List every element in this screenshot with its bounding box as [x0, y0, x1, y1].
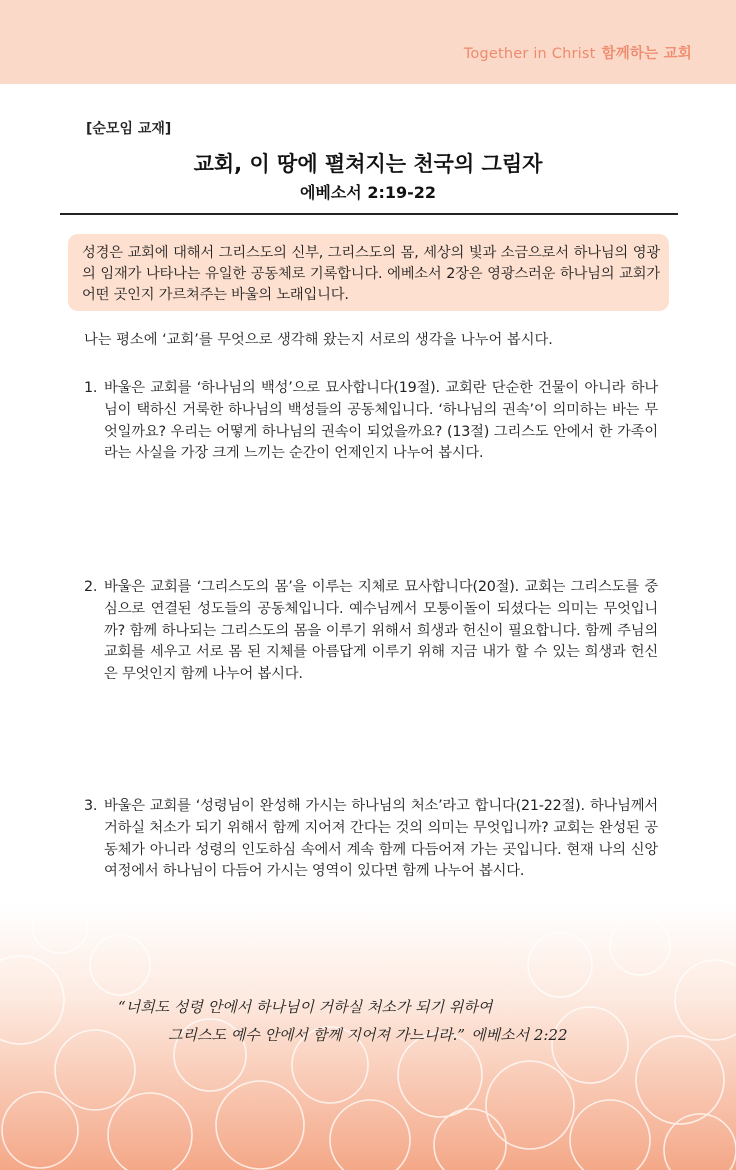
- material-tag: [순모임 교재]: [86, 121, 172, 137]
- question-2: [84, 577, 658, 686]
- brand-english: Together in Christ: [463, 46, 596, 62]
- opening-question: 나는 평소에 ‘교회’를 무엇으로 생각해 왔는지 서로의 생각을 나누어 봅시다.: [84, 332, 553, 348]
- verse-line-1: “너희도 성령 안에서 하나님이 거하실 처소가 되기 위하여: [118, 998, 493, 1016]
- question-number: 2.: [84, 579, 98, 595]
- brand-korean: 함께하는 교회: [601, 46, 692, 62]
- verse-reference: 에베소서 2:22: [471, 1026, 568, 1044]
- question-text: 바울은 교회를 ‘그리스도의 몸’을 이루는 지체로 묘사합니다(20절). 교회는 그리스도를 중심으로 연결된 성도들의 공동체입니다. 예수님께서 모퉁이돌이 되셨다는 의미는 무엇입니까? 함께 하나되는 그리스도의 몸을 이루기 위해서 희생과 헌신이 필요합니다. 함께 주님의 교회를 세우고 서로 몸 된 지체를 아름답게 이루기 위해 지금 내가 할 수 있는 희생과 헌신은 무엇인지 함께 나누어 봅시다.: [104, 579, 658, 683]
- title-divider: [60, 213, 678, 215]
- brand-label: [464, 42, 692, 63]
- question-number: 3.: [84, 798, 98, 814]
- intro-text: 성경은 교회에 대해서 그리스도의 신부, 그리스도의 몸, 세상의 빛과 소금으로서 하나님의 영광의 임재가 나타나는 유일한 공동체로 기록합니다. 에베소서 2장은 영광스러운 하나님의 교회가 어떤 곳인지 가르쳐주는 바울의 노래입니다.: [82, 245, 660, 303]
- question-text: 바울은 교회를 ‘성령님이 완성해 가시는 하나님의 처소’라고 합니다(21-22절). 하나님께서 거하실 처소가 되기 위해서 함께 지어져 간다는 것의 의미는 무엇입니까? 교회는 완성된 공동체가 아니라 성령의 인도하심 속에서 계속 함께 다듬어져 가는 곳입니다. 현재 나의 신앙 여정에서 하나님이 다듬어 가시는 영역이 있다면 함께 나누어 봅시다.: [104, 798, 658, 880]
- question-text: 바울은 교회를 ‘하나님의 백성’으로 묘사합니다(19절). 교회란 단순한 건물이 아니라 하나님이 택하신 거룩한 하나님의 백성들의 공동체입니다. ‘하나님의 권속’이 의미하는 바는 무엇일까요? 우리는 어떻게 하나님의 권속이 되었을까요? (13절) 그리스도 안에서 한 가족이라는 사실을 가장 크게 느끼는 순간이 언제인지 나누어 봅시다.: [104, 380, 658, 462]
- question-3: [84, 796, 658, 883]
- question-number: 1.: [84, 380, 98, 396]
- question-1: [84, 378, 658, 465]
- memory-verse: [118, 993, 678, 1049]
- page-title: 교회, 이 땅에 펼쳐지는 천국의 그림자: [193, 152, 543, 176]
- verse-line-2-wrapper: [118, 1021, 678, 1049]
- scripture-reference: 에베소서 2:19-22: [299, 183, 437, 202]
- verse-line-2: 그리스도 예수 안에서 함께 지어져 가느니라.”: [168, 1026, 466, 1044]
